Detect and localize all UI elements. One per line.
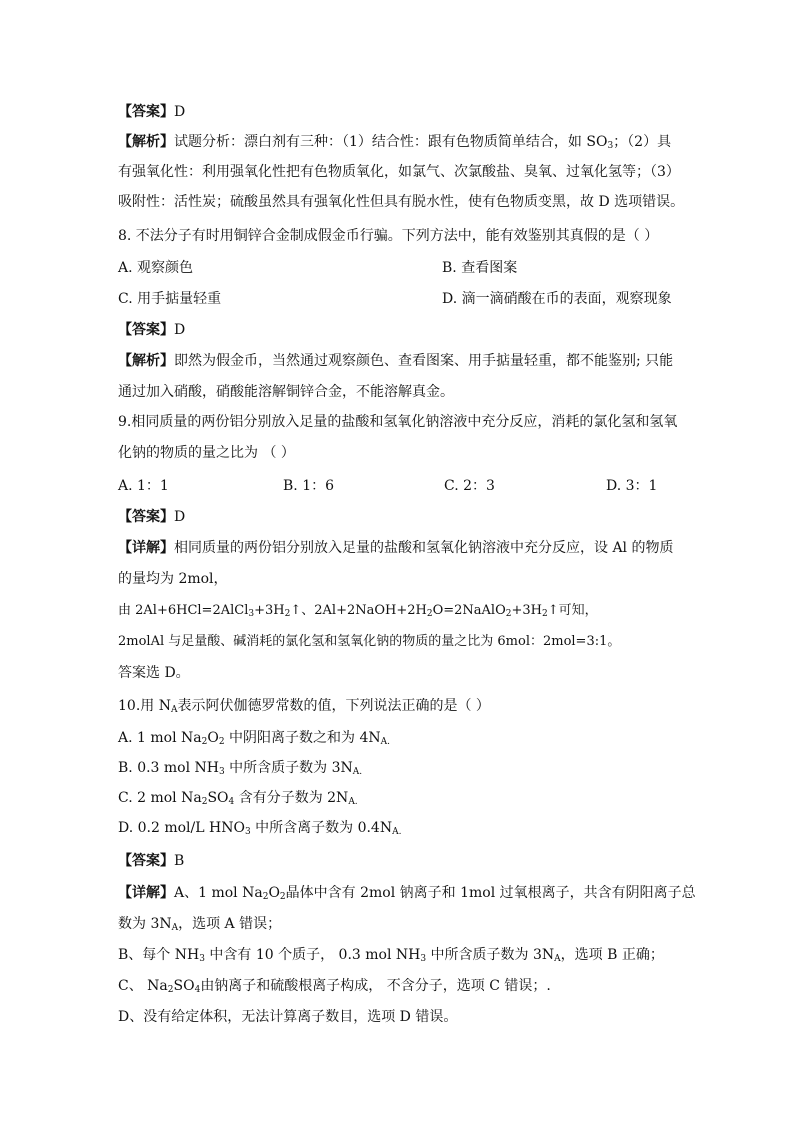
subscript: 2 [505,609,512,619]
detail-text: SO [173,978,195,994]
answer-tag: 【答案】 [118,104,174,120]
q7-analysis-line-3: 吸附性：活性炭；硫酸虽然具有强氧化性但具有脱水性，使有色物质变黑，故 D 选项错误。 [118,194,685,210]
q10-option-a [118,728,390,748]
eq-text: +3H [511,603,542,618]
eq-text: O=2NaAlO [432,603,506,618]
subscript: A [170,705,178,715]
subscript: 3 [248,609,255,619]
answer-value: D [174,322,186,338]
detail-text: A、1 mol Na [174,885,263,901]
analysis-text: 即然为假金币，当然通过观察颜色、查看图案、用手掂量轻重，都不能鉴别; 只能 [174,353,674,369]
subscript: 2 [426,609,433,619]
analysis-text: 试题分析：漂白剂有三种：（1）结合性：跟有色物质简单结合，如 SO [174,134,608,150]
q9-stem-line-1: 9.相同质量的两份铝分别放入足量的盐酸和氢氧化钠溶液中充分反应，消耗的氯化氢和氢氧 [118,414,678,430]
subscript: A. [392,827,402,837]
q9-option-d: D. 3：1 [606,478,658,494]
subscript: 2 [262,892,269,902]
answer-value: B [174,853,185,869]
subscript: 3 [199,954,205,964]
detail-text: B、每个 NH [118,947,200,963]
q9-detail-line-1 [118,538,674,558]
subscript: 2 [201,797,208,807]
detail-text: 中含有 10 个质子， 0.3 mol NH [204,947,421,963]
q10-detail-line-3 [118,945,664,965]
q10-detail-line-4 [118,976,551,996]
q9-equation [118,601,598,621]
q10-option-c [118,788,358,808]
detail-text: 中所含质子数为 3N [426,947,555,963]
q9-stem-line-2: 化钠的物质的量之比为 （ ） [118,445,295,461]
q8-option-a: A. 观察颜色 [118,260,194,276]
option-text: B. 0.3 mol NH [118,760,219,776]
detail-text: ，选项 B 正确； [560,947,664,963]
q9-option-c: C. 2：3 [444,478,495,494]
q8-stem: 8. 不法分子有时用铜锌合金制成假金币行骗。下列方法中，能有效鉴别其真假的是（ ） [118,228,659,244]
option-text: C. 2 mol Na [118,790,202,806]
answer-value: D [174,104,186,120]
detail-text: 由钠离子和硫酸根离子构成， 不含分子，选项 C 错误；. [200,978,551,994]
option-text: SO [207,790,229,806]
eq-text: ↑、2Al+2NaOH+2H [290,603,427,618]
q7-analysis-line-2: 有强氧化性：利用强氧化性把有色物质氧化，如氯气、次氯酸盐、臭氧、过氧化氢等；（3） [118,164,680,180]
subscript: 3 [607,141,614,151]
detail-text: ，选项 A 错误； [178,916,282,932]
subscript: 2 [218,737,225,747]
q7-answer-line [118,102,185,122]
q10-option-d [118,818,401,838]
detail-text: 晶体中含有 2mol 钠离子和 1mol 过氧根离子，共含有阴阳离子总 [285,885,696,901]
option-text: 含有分子数为 2N [234,790,349,806]
q10-stem [118,696,490,716]
option-text: 中所含质子数为 3N [224,760,353,776]
q9-conclusion: 答案选 D。 [118,665,190,681]
detail-tag: 【详解】 [118,540,174,556]
q8-option-d: D. 滴一滴硝酸在币的表面，观察现象 [442,291,672,307]
analysis-tag: 【解析】 [118,353,174,369]
eq-text: ↑可知， [547,603,598,618]
subscript: 3 [420,954,427,964]
detail-text: C、 Na [118,978,168,994]
subscript: A [171,923,179,933]
q9-detail-line-2: 的量均为 2mol， [118,571,228,587]
detail-text: 相同质量的两份铝分别放入足量的盐酸和氢氧化钠溶液中充分反应，设 Al 的物质 [174,540,674,556]
subscript: A. [352,767,363,777]
option-text: A. 1 mol Na [118,730,202,746]
q10-detail-line-5: D、没有给定体积，无法计算离子数目，选项 D 错误。 [118,1009,458,1025]
eq-text: +3H [254,603,285,618]
subscript: 2 [279,892,286,902]
q10-option-b [118,758,362,778]
q8-answer-line [118,320,185,340]
detail-tag: 【详解】 [118,885,174,901]
q10-detail-line-2 [118,914,281,934]
q8-option-c: C. 用手掂量轻重 [118,291,222,307]
q7-analysis-line-1 [118,132,671,152]
analysis-text: ；（2）具 [613,134,672,150]
analysis-tag: 【解析】 [118,134,174,150]
answer-value: D [174,509,186,525]
subscript: A [554,954,561,964]
detail-text: O [268,885,280,901]
q10-detail-line-1 [118,883,696,903]
answer-tag: 【答案】 [118,509,174,525]
subscript: A. [380,737,390,747]
detail-text: 数为 3N [118,916,172,932]
option-text: O [207,730,219,746]
subscript: 4 [228,797,235,807]
answer-tag: 【答案】 [118,322,174,338]
stem-text: 10.用 N [118,698,171,714]
q10-answer-line [118,851,184,871]
eq-text: 由 2Al+6HCl=2AlCl [118,603,249,618]
subscript: 4 [194,985,201,995]
q9-option-b: B. 1：6 [283,478,335,494]
subscript: A. [348,797,358,807]
option-text: 中阴阳离子数之和为 4N [224,730,381,746]
q9-option-a: A. 1：1 [118,478,169,494]
q9-answer-line [118,507,185,527]
q8-analysis-line-1 [118,351,673,371]
q8-option-b: B. 查看图案 [442,260,518,276]
subscript: 2 [201,737,208,747]
subscript: 2 [167,985,174,995]
answer-tag: 【答案】 [118,853,174,869]
q9-detail-line-4: 2molAl 与足量酸、碱消耗的氯化氢和氢氧化钠的物质的量之比为 6mol：2mol=3:1。 [118,634,621,649]
stem-text: 表示阿伏伽德罗常数的值，下列说法正确的是（ ） [177,698,490,714]
subscript: 2 [542,609,548,619]
subscript: 3 [219,767,225,777]
q8-analysis-line-2: 通过加入硝酸，硝酸能溶解铜锌合金，不能溶解真金。 [118,384,454,400]
subscript: 3 [244,827,251,837]
subscript: 2 [284,609,291,619]
option-text: D. 0.2 mol/L HNO [118,820,245,836]
option-text: 中所含离子数为 0.4N [250,820,393,836]
